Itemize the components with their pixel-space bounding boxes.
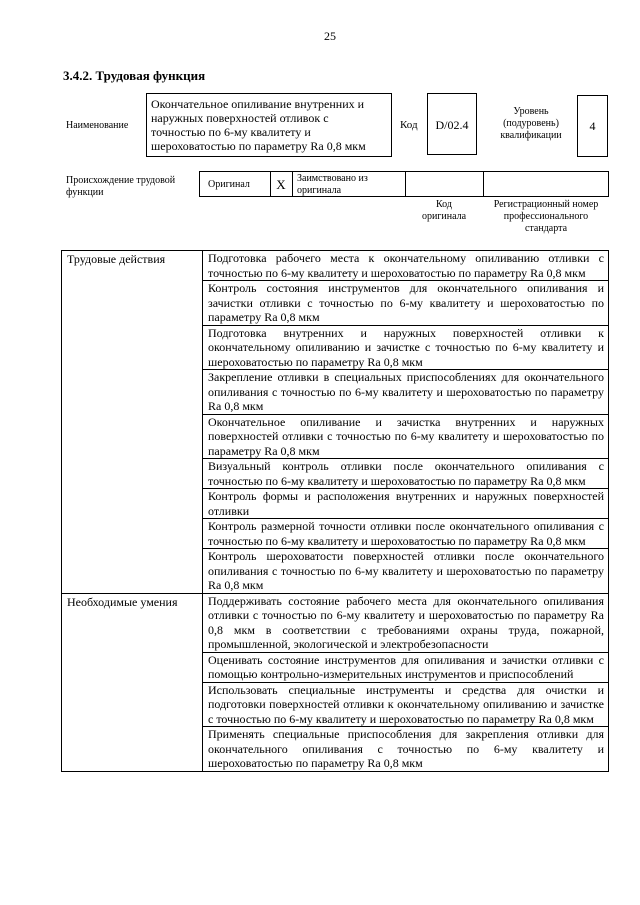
table-cell: Оценивать состояние инструментов для опиливания и зачистки отливки с помощью контрольно-измерительных инструментов и приспособлений [203, 652, 609, 682]
origin-label [66, 175, 175, 199]
code-box [427, 93, 477, 155]
table-row [62, 593, 609, 652]
level-value: 4 [589, 119, 596, 133]
level-label-line: Уровень [513, 106, 549, 117]
function-name-line: шероховатостью по параметру Ra 0,8 мкм [151, 139, 366, 153]
table-cell: Использовать специальные инструменты и средства для очистки и подготовки поверхностей отливки к окончательному опиливанию и зачистке с точностью по 6-му квалитету и шероховатостью по параметру Ra 0,8 мкм [203, 682, 609, 727]
borrowed-label-line: Заимствовано из [297, 173, 368, 184]
table-cell: Визуальный контроль отливки после окончательного опиливания с точностью по 6-му квалитету и шероховатостью по параметру Ra 0,8 мкм [203, 459, 609, 489]
code-original-line: Код [436, 199, 452, 210]
name-label: Наименование [66, 120, 129, 131]
reg-number-label [484, 199, 608, 235]
code-label: Код [400, 119, 418, 131]
borrowed-label [297, 173, 368, 197]
function-name-box [146, 93, 392, 157]
table-cell: Контроль размерной точности отливки после окончательного опиливания с точностью по 6-му квалитету и шероховатостью по параметру Ra 0,8 мкм [203, 519, 609, 549]
origin-label-line: Происхождение трудовой [66, 175, 176, 186]
level-label-line: (подуровень) [503, 118, 559, 129]
level-label-line: квалификации [500, 130, 562, 141]
table-cell: Закрепление отливки в специальных приспособлениях для окончательного опиливания с точностью по 6-му квалитету и шероховатостью по параметру Ra 0,8 мкм [203, 370, 609, 415]
level-label [487, 106, 575, 142]
original-label: Оригинал [208, 179, 250, 190]
table-cell: Контроль шероховатости поверхностей отливки после окончательного опиливания с точностью по 6-му квалитету и шероховатостью по параметру Ra 0,8 мкм [203, 549, 609, 594]
section-title: 3.4.2. Трудовая функция [63, 68, 206, 83]
level-box [577, 95, 608, 157]
section-title-cell: Трудовые действия [62, 251, 203, 594]
function-name-line: Окончательное опиливание внутренних и [151, 97, 365, 111]
table-cell: Контроль формы и расположения внутренних и наружных поверхностей отливки [203, 489, 609, 519]
labor-function-table [61, 250, 609, 772]
origin-table [199, 171, 609, 197]
original-mark: X [276, 177, 286, 192]
table-cell: Подготовка рабочего места к окончательному опиливанию отливки с точностью по 6-му квалитету и шероховатостью по параметру Ra 0,8 мкм [203, 251, 609, 281]
function-name-line: наружных поверхностей отливок с [151, 111, 329, 125]
reg-number-line: стандарта [524, 223, 568, 234]
code-original-label [408, 199, 480, 223]
table-cell: Окончательное опиливание и зачистка внутренних и наружных поверхностей отливки с точностью по 6-му квалитету и шероховатостью по параметру Ra 0,8 мкм [203, 414, 609, 459]
table-cell: Подготовка внутренних и наружных поверхностей отливки к окончательному опиливанию и зачистке с точностью по 6-му квалитету и шероховатостью по параметру Ra 0,8 мкм [203, 325, 609, 370]
origin-label-line: функции [66, 187, 104, 198]
borrowed-label-line: оригинала [297, 185, 342, 196]
table-cell: Поддерживать состояние рабочего места для окончательного опиливания отливки с точностью по 6-му квалитету и шероховатостью по параметру Ra 0,8 мкм в соответствии с требованиями охраны труда, пожарной, промышленной, экологической и электробезопасности [203, 593, 609, 652]
table-row [62, 251, 609, 281]
reg-number-line: Регистрационный номер [493, 199, 599, 210]
function-name-line: точностью по 6-му квалитету и [151, 125, 311, 139]
code-value: D/02.4 [435, 118, 469, 132]
section-title-cell: Необходимые умения [62, 593, 203, 771]
reg-number-line: профессионального [503, 211, 589, 222]
table-cell: Контроль состояния инструментов для окончательного опиливания и зачистки отливки с точностью по 6-му квалитету и шероховатостью по параметру Ra 0,8 мкм [203, 281, 609, 326]
page-number: 25 [324, 29, 336, 43]
code-original-line: оригинала [421, 211, 467, 222]
table-cell: Применять специальные приспособления для закрепления отливки для окончательного опиливания с точностью по 6-му квалитету и шероховатостью по параметру Ra 0,8 мкм [203, 727, 609, 772]
